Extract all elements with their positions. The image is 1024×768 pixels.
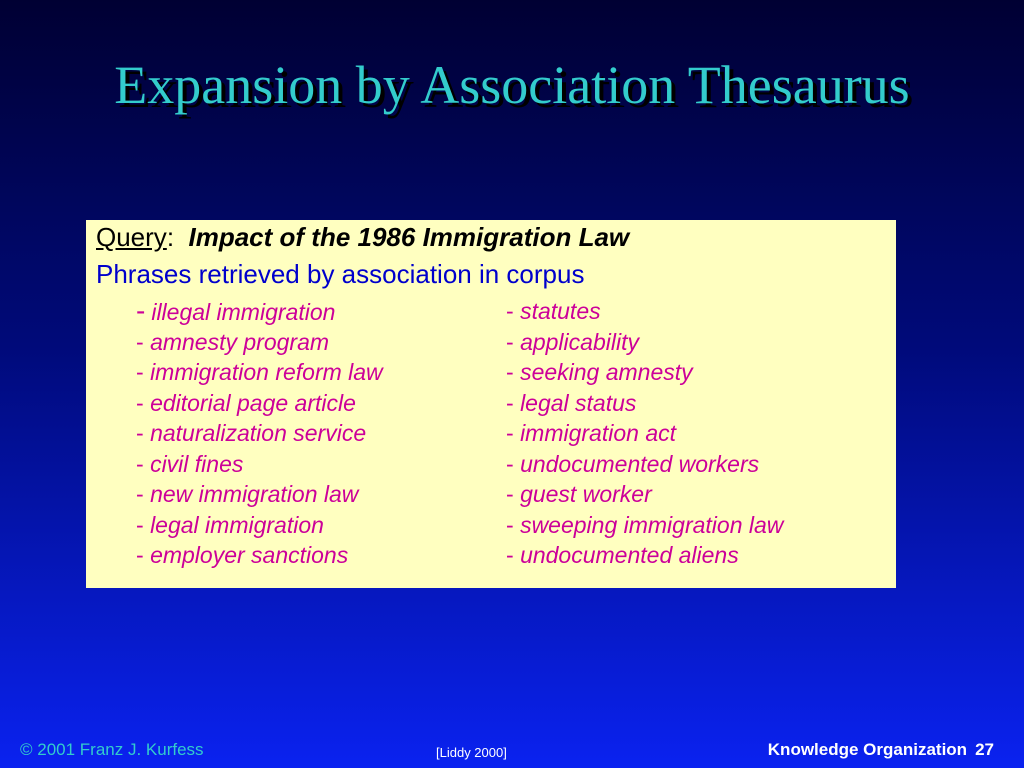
query-text: Impact of the 1986 Immigration Law: [188, 222, 630, 252]
phrase-row: [86, 418, 896, 449]
footer-course-info: [768, 740, 994, 760]
phrase-row: [86, 510, 896, 541]
phrase-item-right: - applicability: [506, 328, 639, 355]
phrase-item-left: - civil fines: [136, 450, 244, 477]
phrases-heading: Phrases retrieved by association in corpus: [96, 259, 585, 289]
phrase-item-right: - seeking amnesty: [506, 359, 693, 385]
phrase-row: [86, 327, 896, 358]
query-colon: :: [166, 222, 175, 252]
phrase-item-left: - employer sanctions: [136, 542, 349, 568]
phrase-item-left: - editorial page article: [136, 389, 356, 416]
phrase-row: [86, 449, 896, 480]
phrase-item-right: - immigration act: [506, 420, 676, 446]
phrase-row: [86, 479, 896, 510]
phrase-row: [86, 296, 896, 327]
phrase-row: [86, 388, 896, 419]
phrase-item-left: - legal immigration: [136, 511, 324, 538]
phrase-item-left: - amnesty program: [136, 328, 330, 355]
phrase-row: [86, 357, 896, 388]
slide-title: Expansion by Association Thesaurus: [114, 55, 910, 115]
phrase-item-left: - immigration reform law: [136, 359, 383, 385]
footer-course-title: Knowledge Organization: [767, 740, 968, 759]
phrase-item-left: - naturalization service: [136, 420, 367, 446]
content-box: [86, 220, 896, 588]
phrase-item-right: - undocumented aliens: [506, 542, 739, 568]
page-number: 27: [975, 740, 994, 759]
phrase-item-left: - illegal immigration: [136, 295, 336, 326]
phrase-item-right: - undocumented workers: [506, 450, 760, 477]
query-line: [96, 220, 629, 254]
phrase-item-right: - guest worker: [506, 481, 652, 507]
query-label: Query: [96, 222, 167, 252]
phrase-item-right: - legal status: [506, 389, 637, 416]
footer-citation: [Liddy 2000]: [436, 745, 507, 760]
phrase-item-left: - new immigration law: [136, 481, 359, 507]
phrase-row: [86, 540, 896, 571]
phrase-list: [86, 296, 896, 571]
phrase-item-right: - sweeping immigration law: [506, 511, 784, 538]
footer-copyright: © 2001 Franz J. Kurfess: [20, 740, 204, 759]
phrase-item-right: - statutes: [506, 298, 601, 324]
